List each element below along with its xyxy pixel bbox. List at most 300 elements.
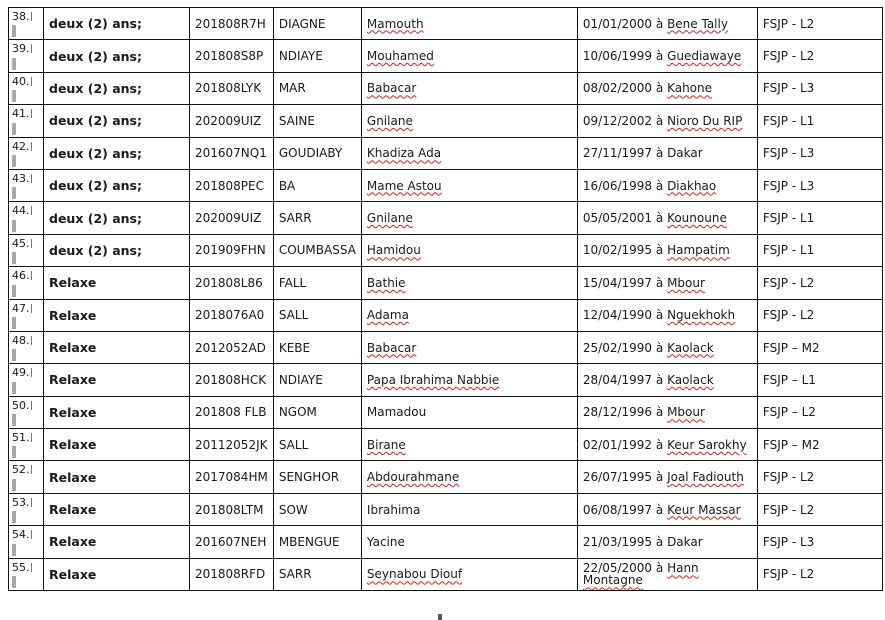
first-name: Khadiza Ada [366,146,442,161]
birth-separator: à [652,405,668,420]
birth-date: 06/08/1997 [582,502,653,517]
birth-place: Dakar [667,534,703,549]
sentence-cell [44,526,190,558]
birth-place: Kaolack [667,340,714,355]
sentence-text: Relaxe [49,275,97,291]
first-name-cell [361,558,577,590]
sentence-text: deux (2) ans; [49,210,142,226]
sentence-text: Relaxe [49,502,97,518]
birth-separator: à [652,275,668,290]
last-name-cell [273,202,361,234]
first-name: Mamadou [366,405,427,420]
student-id: 201808LYK [195,81,262,96]
birth-cell [577,202,757,234]
sentence-text: deux (2) ans; [49,80,142,96]
student-id: 201808HCK [195,372,267,387]
row-number-cell [9,299,44,331]
program-cell [757,364,882,396]
student-id-cell [190,40,274,72]
row-number-cell [9,364,44,396]
row-number-cell [9,396,44,428]
last-name: BA [278,178,296,193]
row-number: 45. [12,236,30,250]
student-id: 201909FHN [195,243,266,258]
program-cell [757,558,882,590]
birth-separator: à [652,49,668,64]
program: FSJP - L2 [762,16,815,31]
paragraph-marker-icon [12,414,16,426]
program-cell [757,234,882,266]
last-name: DIAGNE [278,16,326,31]
first-name-cell [361,396,577,428]
birth-cell [577,234,757,266]
student-id: 201808RFD [195,567,266,582]
last-name-cell [273,493,361,525]
program: FSJP - L2 [762,275,815,290]
sentence-cell [44,137,190,169]
birth-place: Hann Montagne [582,561,699,588]
student-id-cell [190,8,274,40]
birth-date: 15/04/1997 [582,275,653,290]
last-name: NGOM [278,405,317,420]
program-cell [757,40,882,72]
birth-place: Diakhao [667,178,717,193]
program: FSJP - L1 [762,243,815,258]
row-number: 52. [12,463,30,477]
program-cell [757,137,882,169]
list-marker-icon [31,401,32,410]
student-id-cell [190,105,274,137]
first-name-cell [361,429,577,461]
student-id-cell [190,267,274,299]
sentence-text: deux (2) ans; [49,48,142,64]
list-marker-icon [31,563,32,572]
table-row [9,202,883,234]
row-number: 50. [12,398,30,412]
student-id: 201607NQ1 [195,146,267,161]
sentence-text: Relaxe [49,534,97,550]
sentence-text: Relaxe [49,307,97,323]
birth-separator: à [652,113,668,128]
row-number-cell [9,8,44,40]
sentence-text: deux (2) ans; [49,145,142,161]
program: FSJP - L3 [762,534,815,549]
first-name: Mamouth [366,16,424,31]
last-name: KEBE [278,340,311,355]
table-row [9,461,883,493]
sentence-cell [44,493,190,525]
table-row [9,169,883,201]
row-number: 41. [12,107,30,121]
first-name-cell [361,493,577,525]
table-row [9,267,883,299]
student-id: 201607NEH [195,534,267,549]
first-name-cell [361,40,577,72]
sentence-cell [44,364,190,396]
paragraph-marker-icon [12,511,16,523]
birth-date: 09/12/2002 [582,113,653,128]
list-marker-icon [31,206,32,215]
row-number: 51. [12,431,30,445]
birth-place: Joal Fadiouth [667,470,744,485]
birth-place: Bene Tally [667,16,728,31]
birth-place: Nioro Du RIP [667,113,743,128]
sentence-cell [44,331,190,363]
last-name: MAR [278,81,306,96]
student-id-cell [190,493,274,525]
first-name-cell [361,364,577,396]
program: FSJP - L2 [762,502,815,517]
student-id: 2018076A0 [195,308,265,323]
student-id-cell [190,331,274,363]
program: FSJP - L3 [762,178,815,193]
table-row [9,234,883,266]
program-cell [757,429,882,461]
paragraph-marker-icon [12,285,16,297]
program: FSJP - L2 [762,470,815,485]
first-name-cell [361,169,577,201]
row-number: 46. [12,269,30,283]
row-number-cell [9,267,44,299]
list-marker-icon [31,498,32,507]
list-marker-icon [31,336,32,345]
table-row [9,364,883,396]
birth-date: 10/06/1999 [582,49,653,64]
birth-separator: à [652,81,668,96]
table-row [9,105,883,137]
last-name: MBENGUE [278,534,340,549]
row-number-cell [9,169,44,201]
table-row [9,493,883,525]
table-row [9,429,883,461]
last-name-cell [273,429,361,461]
birth-place: Keur Sarokhy [667,437,747,452]
student-id-cell [190,526,274,558]
last-name: SAINE [278,113,315,128]
birth-cell [577,493,757,525]
row-number: 54. [12,528,30,542]
birth-separator: à [652,502,668,517]
row-number: 38. [12,10,30,23]
program-cell [757,8,882,40]
first-name: Hamidou [366,243,421,258]
sentence-cell [44,105,190,137]
last-name-cell [273,526,361,558]
last-name: SARR [278,567,312,582]
birth-cell [577,364,757,396]
birth-place: Dakar [667,146,703,161]
first-name: Abdourahmane [366,470,460,485]
sentence-cell [44,72,190,104]
program-cell [757,202,882,234]
birth-cell [577,8,757,40]
first-name: Ibrahima [366,502,421,517]
birth-separator: à [652,470,668,485]
list-marker-icon [31,12,32,21]
last-name: SALL [278,437,309,452]
student-id: 202009UIZ [195,211,262,226]
first-name: Bathie [366,275,406,290]
table-row [9,40,883,72]
student-id-cell [190,234,274,266]
birth-date: 05/05/2001 [582,211,653,226]
first-name-cell [361,105,577,137]
row-number-cell [9,493,44,525]
student-id: 2017084HM [195,470,268,485]
row-number-cell [9,202,44,234]
last-name-cell [273,8,361,40]
last-name-cell [273,364,361,396]
program-cell [757,331,882,363]
paragraph-marker-icon [12,25,16,37]
student-id-cell [190,429,274,461]
student-id-cell [190,169,274,201]
program: FSJP - L1 [762,211,815,226]
table-row [9,396,883,428]
row-number: 53. [12,495,30,509]
first-name-cell [361,461,577,493]
birth-separator: à [652,437,668,452]
birth-place: Kaolack [667,372,714,387]
student-id: 201808LTM [195,502,264,517]
paragraph-marker-icon [12,382,16,394]
student-id-cell [190,72,274,104]
first-name: Seynabou Diouf [366,567,463,582]
last-name-cell [273,72,361,104]
paragraph-marker-icon [12,123,16,135]
birth-cell [577,40,757,72]
first-name: Yacine [366,534,405,549]
program: FSJP - L3 [762,146,815,161]
sentence-text: Relaxe [49,437,97,453]
row-number-cell [9,234,44,266]
sentence-cell [44,202,190,234]
paragraph-marker-icon [12,576,16,588]
program: FSJP – L1 [762,372,816,387]
program-cell [757,493,882,525]
row-number-cell [9,558,44,590]
sentence-text: Relaxe [49,566,97,582]
first-name-cell [361,267,577,299]
program: FSJP - L2 [762,567,815,582]
birth-separator: à [652,340,668,355]
table-row [9,299,883,331]
list-marker-icon [31,174,32,183]
first-name: Papa Ibrahima Nabbie [366,372,500,387]
paragraph-marker-icon [12,317,16,329]
program-cell [757,169,882,201]
last-name-cell [273,169,361,201]
last-name: SARR [278,211,312,226]
birth-place: Kounoune [667,211,727,226]
text-cursor [438,614,442,620]
row-number: 43. [12,171,30,185]
student-id-cell [190,396,274,428]
paragraph-marker-icon [12,479,16,491]
row-number-cell [9,429,44,461]
list-marker-icon [31,368,32,377]
last-name-cell [273,558,361,590]
row-number-cell [9,72,44,104]
birth-separator: à [652,308,668,323]
last-name-cell [273,137,361,169]
birth-date: 28/12/1996 [582,405,653,420]
program: FSJP – L2 [762,405,816,420]
program-cell [757,526,882,558]
sentence-text: deux (2) ans; [49,16,142,32]
last-name-cell [273,234,361,266]
row-number-cell [9,461,44,493]
row-number: 39. [12,42,30,56]
birth-separator: à [652,211,668,226]
birth-date: 26/07/1995 [582,470,653,485]
sentence-text: Relaxe [49,469,97,485]
birth-place: Mbour [667,275,705,290]
program-cell [757,461,882,493]
birth-cell [577,169,757,201]
list-marker-icon [31,271,32,280]
paragraph-marker-icon [12,544,16,556]
last-name-cell [273,105,361,137]
birth-date: 28/04/1997 [582,372,653,387]
first-name: Babacar [366,340,417,355]
student-id-cell [190,364,274,396]
last-name: SOW [278,502,308,517]
birth-place: Keur Massar [667,502,741,517]
first-name-cell [361,234,577,266]
first-name-cell [361,137,577,169]
birth-date: 16/06/1998 [582,178,653,193]
sentence-cell [44,299,190,331]
student-id-cell [190,137,274,169]
birth-separator: à [652,372,668,387]
last-name-cell [273,331,361,363]
program: FSJP - L1 [762,113,815,128]
table-row [9,8,883,40]
list-marker-icon [31,109,32,118]
first-name-cell [361,331,577,363]
birth-cell [577,331,757,363]
row-number: 47. [12,301,30,315]
program: FSJP - L2 [762,49,815,64]
birth-date: 02/01/1992 [582,437,653,452]
program: FSJP – M2 [762,340,820,355]
last-name-cell [273,461,361,493]
birth-date: 27/11/1997 [582,146,653,161]
last-name-cell [273,40,361,72]
row-number-cell [9,105,44,137]
sentence-cell [44,40,190,72]
birth-separator: à [652,243,668,258]
student-id: 201808R7H [195,16,266,31]
birth-cell [577,267,757,299]
program-cell [757,299,882,331]
student-id-cell [190,202,274,234]
table-row [9,72,883,104]
first-name: Birane [366,437,406,452]
birth-place: Kahone [667,81,713,96]
birth-cell [577,396,757,428]
birth-separator: à [652,534,668,549]
row-number-cell [9,331,44,363]
list-marker-icon [31,433,32,442]
first-name: Gnilane [366,113,413,128]
student-id: 201808PEC [195,178,265,193]
sentence-cell [44,234,190,266]
table-body [9,8,883,591]
birth-separator: à [652,178,668,193]
birth-date: 10/02/1995 [582,243,653,258]
paragraph-marker-icon [12,58,16,70]
last-name: SALL [278,308,309,323]
last-name: SENGHOR [278,470,340,485]
row-number: 49. [12,366,30,380]
student-id: 2012052AD [195,340,266,355]
first-name: Babacar [366,81,417,96]
sentence-cell [44,267,190,299]
sentence-cell [44,461,190,493]
program-cell [757,105,882,137]
program-cell [757,267,882,299]
student-id: 201808 FLB [195,405,267,420]
sentence-text: Relaxe [49,404,97,420]
list-marker-icon [31,77,32,86]
row-number-cell [9,40,44,72]
list-marker-icon [31,239,32,248]
birth-date: 12/04/1990 [582,308,653,323]
row-number: 55. [12,560,30,574]
sentence-cell [44,396,190,428]
birth-cell [577,299,757,331]
last-name-cell [273,299,361,331]
paragraph-marker-icon [12,155,16,167]
sentence-cell [44,8,190,40]
row-number-cell [9,137,44,169]
student-id-cell [190,299,274,331]
birth-date: 22/05/2000 [582,561,653,576]
birth-date: 21/03/1995 [582,534,653,549]
table-row [9,137,883,169]
row-number: 48. [12,333,30,347]
sentence-cell [44,429,190,461]
student-id: 20112052JK [195,437,268,452]
first-name: Mouhamed [366,49,434,64]
program-cell [757,396,882,428]
list-marker-icon [31,465,32,474]
list-marker-icon [31,44,32,53]
last-name: NDIAYE [278,372,323,387]
birth-cell [577,461,757,493]
last-name-cell [273,396,361,428]
table-row [9,558,883,590]
row-number-cell [9,526,44,558]
paragraph-marker-icon [12,90,16,102]
student-table [8,7,883,591]
paragraph-marker-icon [12,220,16,232]
paragraph-marker-icon [12,187,16,199]
birth-place: Mbour [667,405,705,420]
student-id: 201808L86 [195,275,263,290]
student-id: 201808S8P [195,49,264,64]
program: FSJP - L2 [762,308,815,323]
program-cell [757,72,882,104]
list-marker-icon [31,142,32,151]
birth-separator: à [652,16,668,31]
paragraph-marker-icon [12,446,16,458]
birth-cell [577,558,757,590]
student-id: 202009UIZ [195,113,262,128]
sentence-cell [44,169,190,201]
